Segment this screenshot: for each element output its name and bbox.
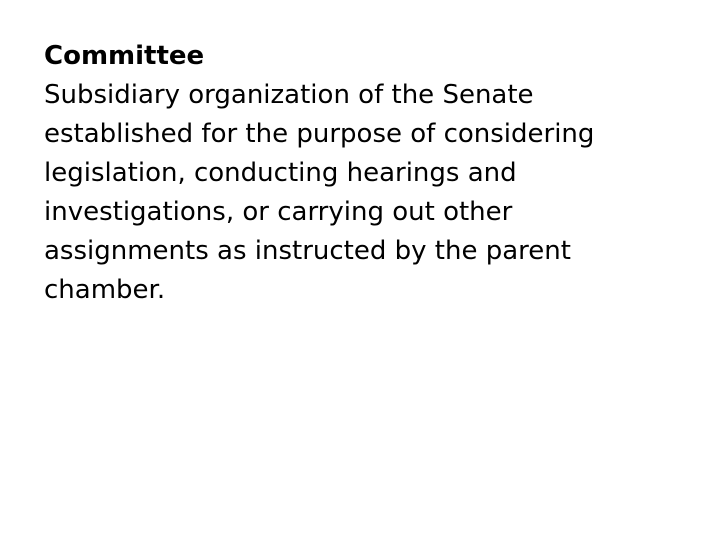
slide-text-block	[44, 37, 684, 310]
definition-line-5: assignments as instructed by the parent	[44, 236, 571, 266]
definition-line-2: established for the purpose of considering	[44, 119, 595, 149]
definition-line-1: Subsidiary organization of the Senate	[44, 80, 534, 110]
definition-line-6: chamber.	[44, 275, 166, 305]
definition-line-3: legislation, conducting hearings and	[44, 158, 517, 188]
term-heading: Committee	[44, 41, 205, 71]
definition-line-4: investigations, or carrying out other	[44, 197, 513, 227]
